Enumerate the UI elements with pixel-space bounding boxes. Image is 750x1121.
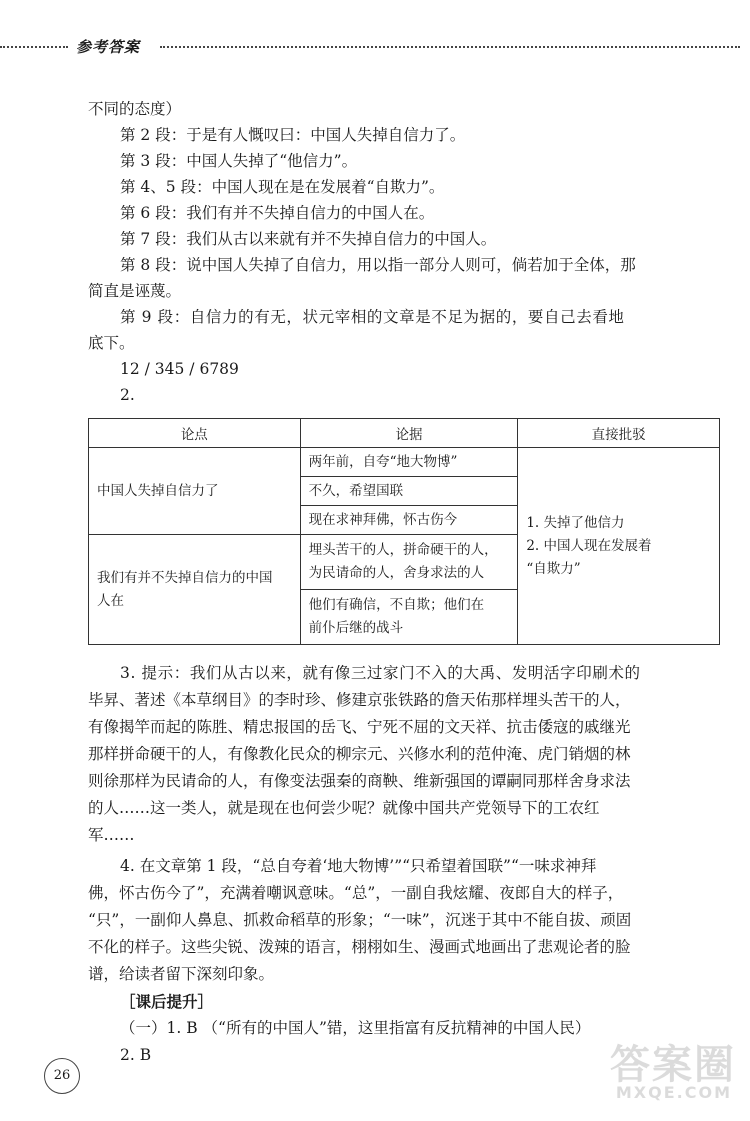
claim-cell-2: [89, 535, 301, 645]
rebuttal-line: 1. 失掉了他信力: [526, 514, 625, 531]
text-line: 第 9 段：自信力的有无，状元宰相的文章是不足为据的，要自己去看地: [120, 308, 625, 326]
evidence-line: 前仆后继的战斗: [308, 620, 404, 636]
text-line: 佛，怀古伤今了”，充满着嘲讽意味。“总”，一副自我炫耀、夜郎自大的样子，: [88, 884, 624, 902]
text-line: 2.: [120, 386, 135, 404]
claim-line: 人在: [97, 592, 124, 609]
evidence-cell: [300, 535, 518, 590]
rebuttal-cell: [518, 448, 720, 645]
evidence-cell: 不久，希望国联: [300, 477, 518, 506]
watermark-logo: 答案圈: [610, 1042, 736, 1088]
watermark: [586, 1033, 736, 1113]
page-header: [0, 36, 750, 60]
evidence-line: 为民请命的人，舍身求法的人: [308, 565, 485, 581]
text-line: “只”，一副仰人鼻息、抓救命稻草的形象；“一味”，沉迷于其中不能自拔、顽固: [88, 911, 632, 929]
evidence-cell: 现在求神拜佛，怀古伤今: [300, 506, 518, 535]
evidence-cell: [300, 590, 518, 645]
text-line: 有像揭竿而起的陈胜、精忠报国的岳飞、宁死不屈的文天祥、抗击倭寇的戚继光: [88, 718, 631, 736]
text-line: 第 7 段：我们从古以来就有并不失掉自信力的中国人。: [120, 230, 497, 248]
text-line: 第 3 段：中国人失掉了“他信力”。: [120, 152, 358, 170]
answer-text-upper: [88, 96, 730, 408]
text-line: 4. 在文章第 1 段，“总自夸着‘地大物博’”“只希望着国联”“一味求神拜: [120, 857, 597, 875]
text-line: 那样拼命硬干的人，有像教化民众的柳宗元、兴修水利的范仲淹、虎门销烟的林: [88, 745, 631, 763]
text-line: 则徐那样为民请命的人，有像变法强秦的商鞅、维新强国的谭嗣同那样舍身求法: [88, 772, 631, 790]
header-evidence: 论据: [300, 419, 518, 448]
text-line: 底下。: [88, 334, 135, 352]
table-header-row: [89, 419, 720, 448]
header-dots-right: [160, 46, 740, 48]
text-line: 2. B: [120, 1046, 152, 1064]
answer-text-lower: [88, 660, 730, 1069]
text-line: 3. 提示：我们从古以来，就有像三过家门不入的大禹、发明活字印刷术的: [120, 664, 641, 682]
claim-line: 我们有并不失掉自信力的中国: [97, 569, 273, 586]
page-number: 26: [44, 1058, 80, 1094]
text-line: 军……: [88, 826, 135, 844]
evidence-line: 他们有确信，不自欺；他们在: [308, 597, 485, 613]
evidence-cell: 两年前，自夸“地大物博”: [300, 448, 518, 477]
text-line: 不同的态度）: [88, 100, 182, 118]
header-claim: 论点: [89, 419, 301, 448]
text-line: 第 6 段：我们有并不失掉自信力的中国人在。: [120, 204, 435, 222]
header-title: 参考答案: [76, 38, 141, 56]
evidence-line: 埋头苦干的人，拼命硬干的人，: [308, 542, 498, 558]
section-heading: ［课后提升］: [120, 992, 214, 1011]
rebuttal-line: 2. 中国人现在发展着: [526, 537, 652, 554]
text-line: （一）1. B （“所有的中国人”错，这里指富有反抗精神的中国人民）: [120, 1019, 591, 1037]
table-row: [89, 448, 720, 477]
text-line: 谱，给读者留下深刻印象。: [88, 965, 275, 983]
header-dots-left: [0, 46, 68, 48]
text-line: 第 2 段：于是有人慨叹曰：中国人失掉自信力了。: [120, 126, 466, 144]
text-line: 毕昇、著述《本草纲目》的李时珍、修建京张铁路的詹天佑那样埋头苦干的人，: [88, 691, 631, 709]
text-line: 第 4、5 段：中国人现在是在发展着“自欺力”。: [120, 178, 445, 196]
text-line: 12 / 345 / 6789: [120, 360, 239, 378]
argument-table: [88, 418, 720, 645]
text-line: 不化的样子。这些尖锐、泼辣的语言，栩栩如生、漫画式地画出了悲观论者的脸: [88, 938, 631, 956]
watermark-url: MXQE.COM: [615, 1083, 732, 1102]
text-line: 简直是诬蔑。: [88, 282, 182, 300]
text-line: 第 8 段：说中国人失掉了自信力，用以指一部分人则可，倘若加于全体，那: [120, 256, 636, 274]
text-line: 的人……这一类人，就是现在也何尝少呢？就像中国共产党领导下的工农红: [88, 799, 600, 817]
header-rebuttal: 直接批驳: [518, 419, 720, 448]
claim-cell-1: 中国人失掉自信力了: [89, 448, 301, 535]
rebuttal-line: “自欺力”: [526, 560, 581, 577]
